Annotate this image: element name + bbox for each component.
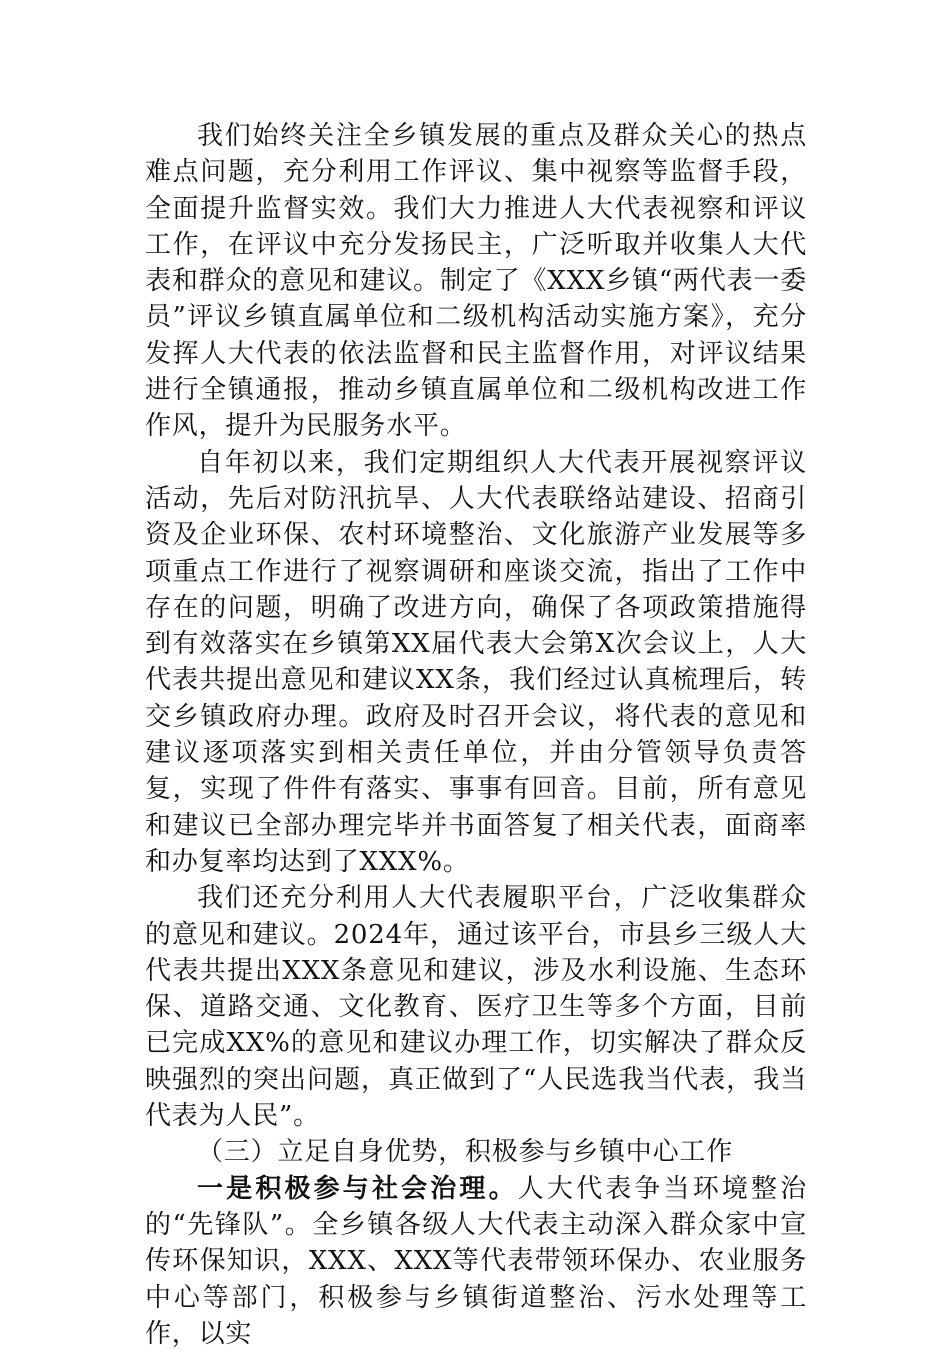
section-heading: （三）立足自身优势，积极参与乡镇中心工作 xyxy=(197,1137,734,1168)
paragraph-platform: 我们还充分利用人大代表履职平台，广泛收集群众的意见和建议。2024年，通过该平台，市县乡三级人大代表共提出XXX条意见和建议，涉及水利设施、生态环保、道路交通、文化教育、医疗卫生等多个方面，目前已完成XX%的意见和建议办理工作，切实解决了群众反映强烈的突出问题，真正做到了“人民选我当代表，我当代表为人民”。 xyxy=(145,883,807,1132)
document-page xyxy=(145,118,807,1352)
paragraph-social-governance xyxy=(145,1171,807,1352)
paragraph-supervision: 我们始终关注全乡镇发展的重点及群众关心的热点难点问题，充分利用工作评议、集中视察等监督手段，全面提升监督实效。我们大力推进人大代表视察和评议工作，在评议中充分发扬民主，广泛听取并收集人大代表和群众的意见和建议。制定了《XXX乡镇“两代表一委员”评议乡镇直属单位和二级机构活动实施方案》，充分发挥人大代表的依法监督和民主监督作用，对评议结果进行全镇通报，推动乡镇直属单位和二级机构改进工作作风，提升为民服务水平。 xyxy=(145,121,807,442)
paragraph-body: 人大代表争当环境整治的“先锋队”。全乡镇各级人大代表主动深入群众家中宣传环保知识，XXX、XXX等代表带领环保办、农业服务中心等部门，积极参与乡镇街道整治、污水处理等工作，以实 xyxy=(145,1173,807,1349)
paragraph-lead: 一是积极参与社会治理。 xyxy=(197,1173,518,1204)
paragraph-inspection: 自年初以来，我们定期组织人大代表开展视察评议活动，先后对防汛抗旱、人大代表联络站建设、招商引资及企业环保、农村环境整治、文化旅游产业发展等多项重点工作进行了视察调研和座谈交流，指出了工作中存在的问题，明确了改进方向，确保了各项政策措施得到有效落实在乡镇第XX届代表大会第X次会议上，人大代表共提出意见和建议XX条，我们经过认真梳理后，转交乡镇政府办理。政府及时召开会议，将代表的意见和建议逐项落实到相关责任单位，并由分管领导负责答复，实现了件件有落实、事事有回音。目前，所有意见和建议已全部办理完毕并书面答复了相关代表，面商率和办复率均达到了XXX%。 xyxy=(145,447,807,877)
